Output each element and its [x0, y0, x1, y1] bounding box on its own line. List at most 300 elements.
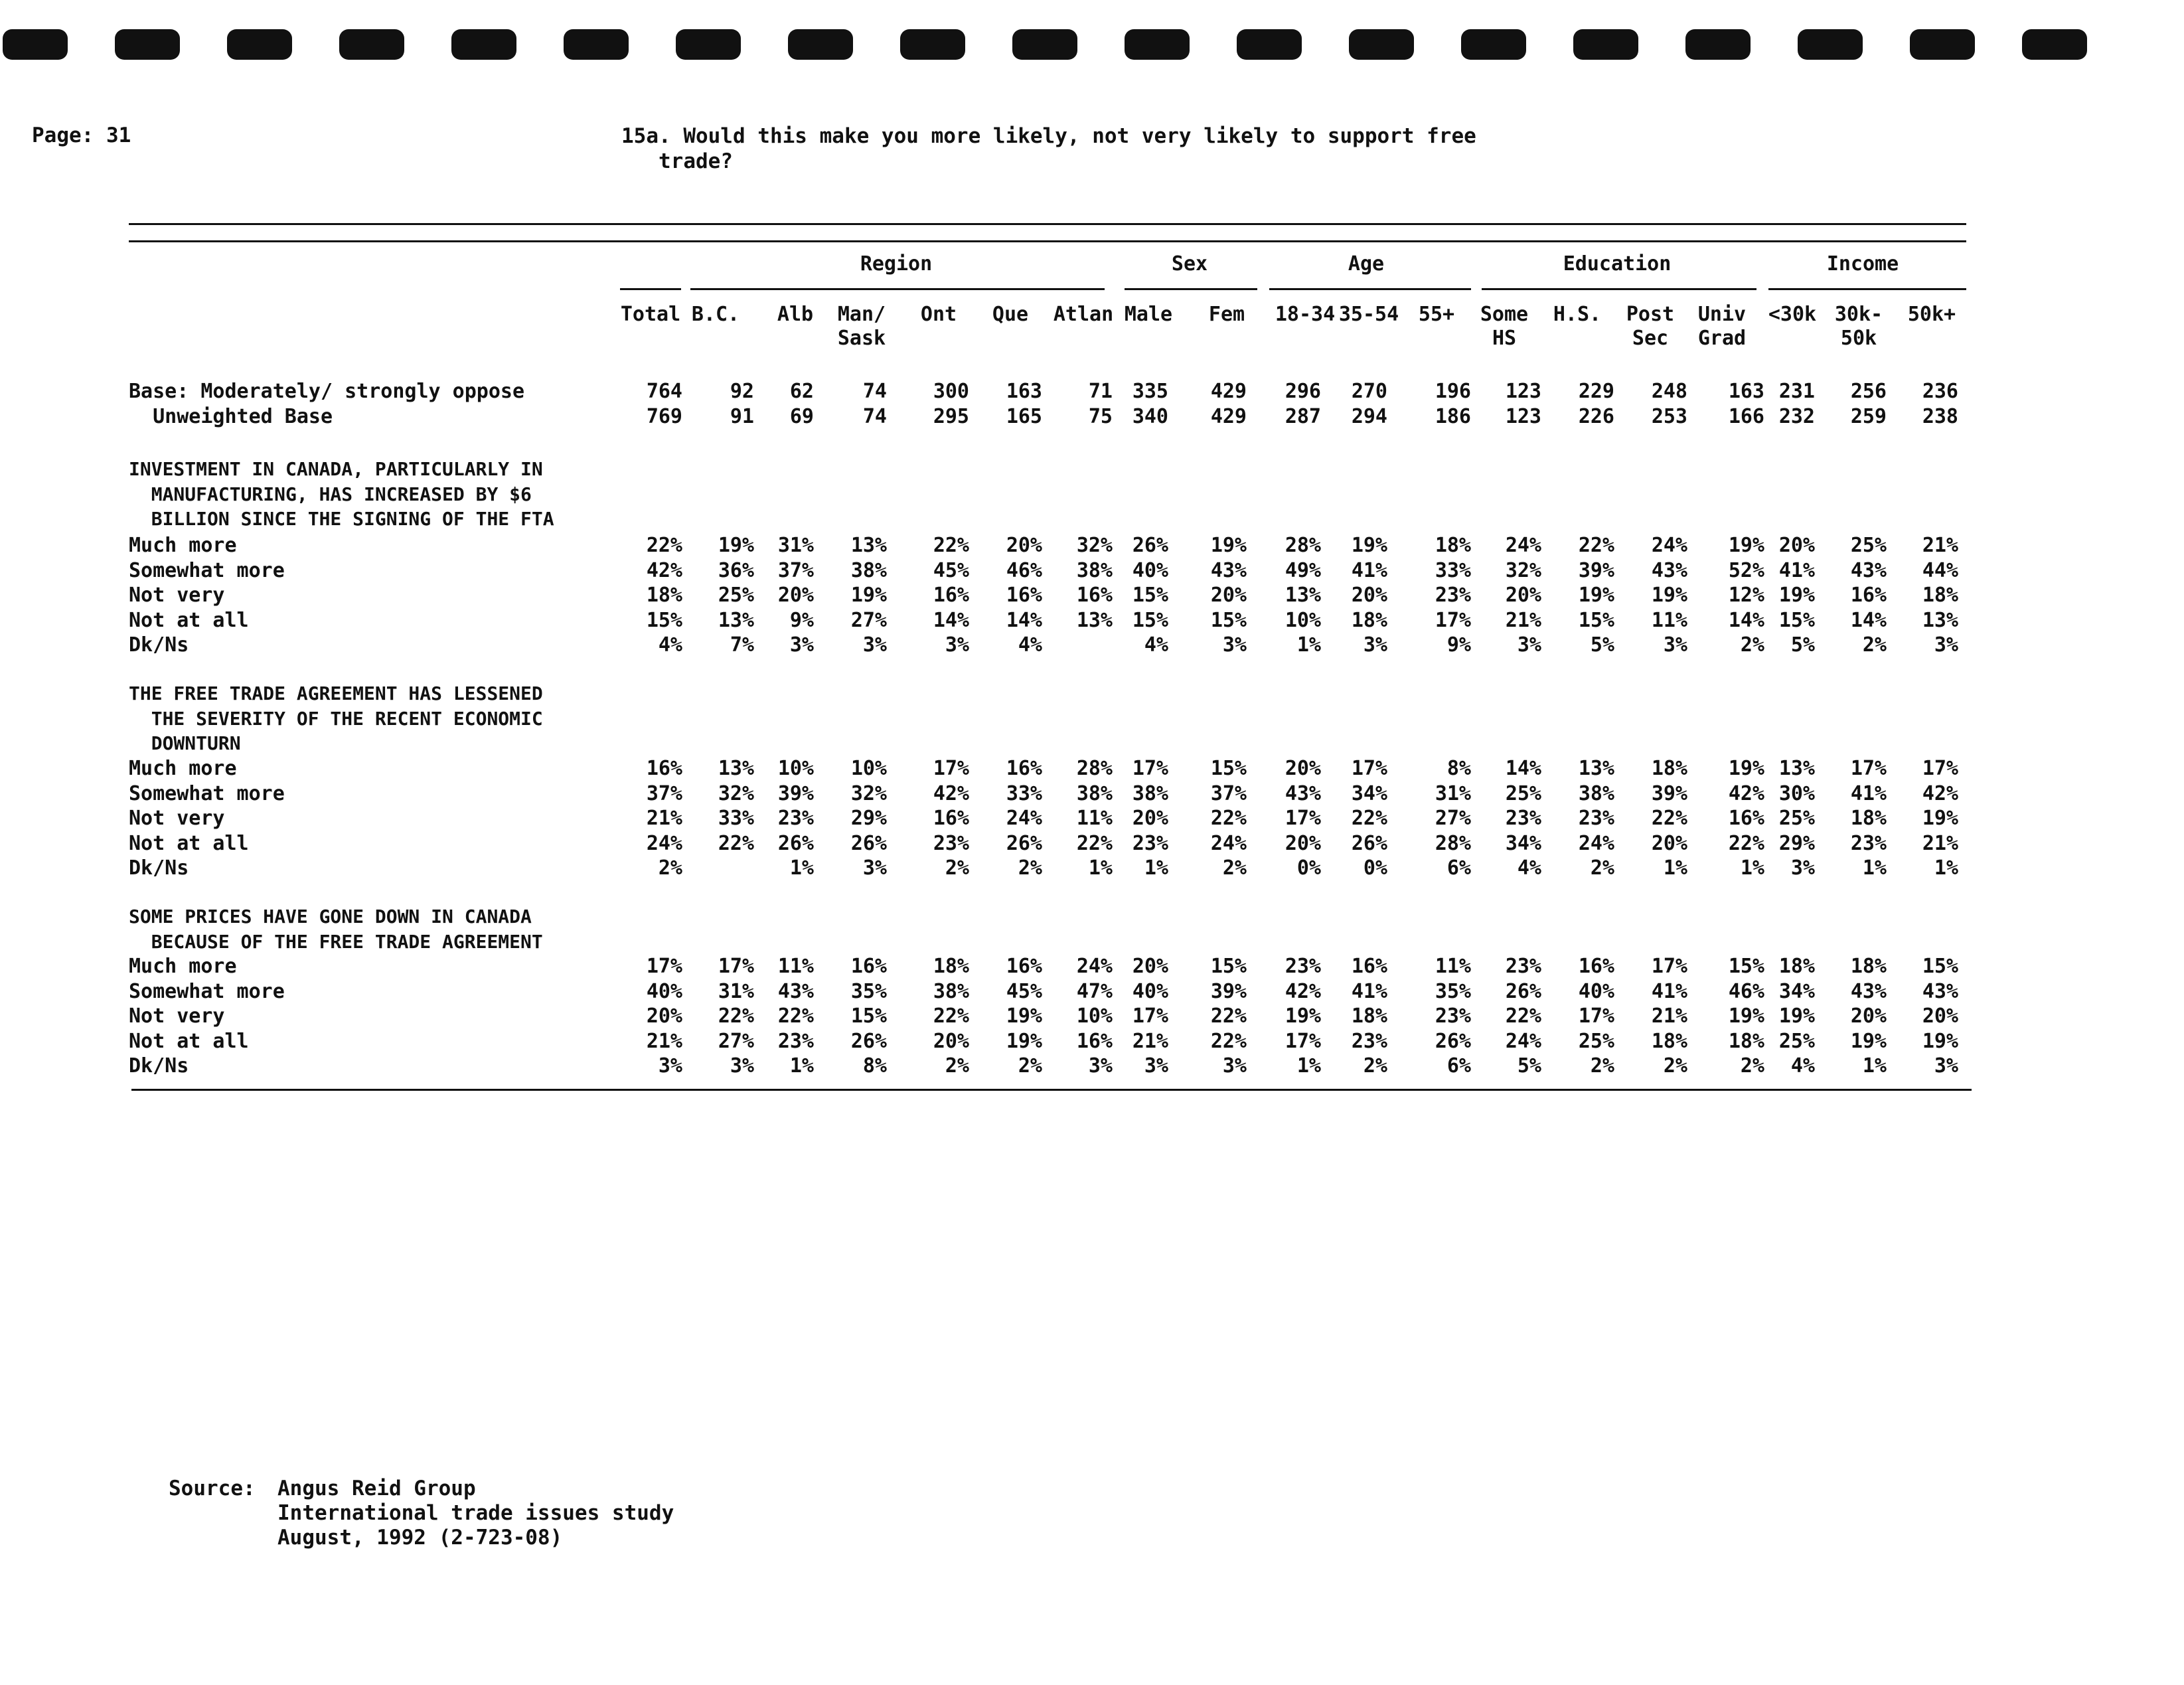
question-text: 15a. Would this make you more likely, not very likely to support free trade? [621, 124, 1476, 173]
table-cell: 3% [730, 1054, 754, 1078]
table-cell: 248 [1651, 380, 1687, 403]
punch-hole [1237, 29, 1302, 60]
table-cell: 14% [933, 608, 969, 632]
table-cell: 43% [1210, 558, 1247, 582]
punch-hole [676, 29, 741, 60]
table-cell: 40% [1132, 558, 1168, 582]
table-row-label: Much more [129, 534, 237, 557]
table-cell: 3% [789, 633, 814, 657]
unweighted-row-label: Unweighted Base [129, 405, 333, 428]
table-cell: 5% [1790, 633, 1815, 657]
table-cell: 71 [1088, 380, 1113, 403]
table-cell: 23% [1132, 831, 1168, 855]
table-cell: 27% [718, 1029, 754, 1053]
table-cell: 259 [1850, 405, 1887, 428]
table-cell: 20% [1351, 584, 1387, 607]
table-cell: 39% [1651, 781, 1687, 805]
column-header: Post Sec [1626, 303, 1675, 350]
table-cell: 1% [1740, 856, 1764, 880]
table-cell: 3% [1222, 1054, 1247, 1078]
base-row-label: Base: Moderately/ strongly oppose [129, 380, 525, 403]
table-cell: 23% [1505, 955, 1541, 978]
table-cell: 18% [1351, 608, 1387, 632]
table-cell: 1% [1088, 856, 1113, 880]
table-cell: 34% [1778, 979, 1815, 1003]
column-header: Alb [777, 303, 814, 326]
group-header: Region [860, 252, 933, 276]
punch-hole [1125, 29, 1190, 60]
table-cell: 19% [1210, 534, 1247, 557]
table-cell: 22% [933, 1004, 969, 1028]
table-cell: 21% [646, 1029, 682, 1053]
table-cell: 10% [850, 757, 887, 780]
table-cell: 42% [1922, 781, 1958, 805]
table-cell: 18% [1922, 584, 1958, 607]
table-cell: 38% [1132, 781, 1168, 805]
table-cell: 19% [718, 534, 754, 557]
table-cell: 26% [850, 831, 887, 855]
table-cell: 165 [1006, 405, 1042, 428]
table-cell: 9% [1446, 633, 1471, 657]
table-cell: 3% [1934, 1054, 1958, 1078]
punch-hole [339, 29, 404, 60]
table-cell: 41% [1778, 558, 1815, 582]
table-cell: 17% [718, 955, 754, 978]
table-cell: 26% [1505, 979, 1541, 1003]
table-cell: 18% [1651, 1029, 1687, 1053]
table-cell: 25% [1578, 1029, 1614, 1053]
table-cell: 14% [1850, 608, 1887, 632]
table-cell: 19% [1006, 1004, 1042, 1028]
table-row-label: Dk/Ns [129, 856, 189, 880]
table-cell: 3% [1663, 633, 1687, 657]
table-cell: 23% [777, 807, 814, 830]
table-cell: 19% [1922, 807, 1958, 830]
table-cell: 163 [1006, 380, 1042, 403]
table-cell: 75 [1088, 405, 1113, 428]
table-cell: 18% [933, 955, 969, 978]
punch-hole [1910, 29, 1975, 60]
table-cell: 196 [1435, 380, 1471, 403]
table-cell: 15% [1210, 757, 1247, 780]
table-cell: 296 [1285, 380, 1321, 403]
table-cell: 42% [933, 781, 969, 805]
table-cell: 26% [1435, 1029, 1471, 1053]
table-cell: 13% [1578, 757, 1614, 780]
column-header: Que [992, 303, 1029, 326]
table-cell: 27% [850, 608, 887, 632]
table-cell: 270 [1351, 380, 1387, 403]
table-cell: 43% [1850, 979, 1887, 1003]
table-cell: 13% [850, 534, 887, 557]
group-underline [1269, 288, 1471, 290]
table-cell: 28% [1285, 534, 1321, 557]
table-cell: 340 [1132, 405, 1168, 428]
table-row-label: Somewhat more [129, 558, 285, 582]
table-cell: 26% [1351, 831, 1387, 855]
table-cell: 11% [1651, 608, 1687, 632]
table-cell: 21% [1922, 534, 1958, 557]
table-cell: 16% [1006, 955, 1042, 978]
table-cell: 26% [1132, 534, 1168, 557]
group-header: Education [1563, 252, 1672, 276]
table-cell: 41% [1850, 781, 1887, 805]
table-cell: 23% [1850, 831, 1887, 855]
table-cell: 3% [1790, 856, 1815, 880]
table-cell: 45% [1006, 979, 1042, 1003]
table-cell: 13% [718, 608, 754, 632]
table-cell: 39% [1578, 558, 1614, 582]
table-cell: 2% [1018, 856, 1042, 880]
punch-hole [788, 29, 853, 60]
column-header: Univ Grad [1697, 303, 1747, 350]
table-cell: 18% [1651, 757, 1687, 780]
table-cell: 20% [1651, 831, 1687, 855]
table-cell: 16% [933, 584, 969, 607]
table-cell: 10% [1076, 1004, 1113, 1028]
table-cell: 28% [1435, 831, 1471, 855]
table-cell: 4% [1018, 633, 1042, 657]
table-cell: 43% [1922, 979, 1958, 1003]
table-cell: 7% [730, 633, 754, 657]
table-cell: 19% [1850, 1029, 1887, 1053]
table-cell: 14% [1006, 608, 1042, 632]
table-cell: 21% [646, 807, 682, 830]
table-cell: 15% [1210, 608, 1247, 632]
table-cell: 1% [1934, 856, 1958, 880]
column-header: Some HS [1480, 303, 1529, 350]
table-cell: 2% [658, 856, 682, 880]
table-cell: 36% [718, 558, 754, 582]
table-cell: 236 [1922, 380, 1958, 403]
table-cell: 23% [1435, 584, 1471, 607]
table-cell: 18% [1435, 534, 1471, 557]
table-cell: 24% [1076, 955, 1113, 978]
table-cell: 42% [1285, 979, 1321, 1003]
table-cell: 5% [1517, 1054, 1541, 1078]
table-cell: 13% [718, 757, 754, 780]
table-cell: 3% [862, 633, 887, 657]
punch-hole [1012, 29, 1077, 60]
table-cell: 13% [1076, 608, 1113, 632]
table-cell: 11% [1435, 955, 1471, 978]
table-cell: 38% [933, 979, 969, 1003]
table-cell: 1% [1862, 1054, 1887, 1078]
table-row-label: Not at all [129, 1029, 249, 1053]
table-cell: 24% [1210, 831, 1247, 855]
table-cell: 74 [862, 380, 887, 403]
table-cell: 23% [777, 1029, 814, 1053]
table-cell: 46% [1006, 558, 1042, 582]
table-cell: 24% [1578, 831, 1614, 855]
table-cell: 17% [1285, 807, 1321, 830]
table-cell: 429 [1210, 380, 1247, 403]
table-cell: 46% [1728, 979, 1764, 1003]
table-cell: 3% [1934, 633, 1958, 657]
table-cell: 28% [1076, 757, 1113, 780]
punch-hole [2022, 29, 2087, 60]
table-cell: 16% [1006, 584, 1042, 607]
table-cell: 19% [1578, 584, 1614, 607]
table-cell: 19% [1351, 534, 1387, 557]
table-cell: 2% [1222, 856, 1247, 880]
table-cell: 231 [1778, 380, 1815, 403]
table-cell: 22% [1210, 1004, 1247, 1028]
table-cell: 45% [933, 558, 969, 582]
table-cell: 335 [1132, 380, 1168, 403]
table-row-label: Dk/Ns [129, 633, 189, 657]
table-cell: 18% [1850, 955, 1887, 978]
table-cell: 238 [1922, 405, 1958, 428]
table-cell: 20% [1850, 1004, 1887, 1028]
table-cell: 24% [1505, 534, 1541, 557]
table-row-label: Not very [129, 807, 225, 830]
table-cell: 6% [1446, 1054, 1471, 1078]
table-cell: 19% [1778, 1004, 1815, 1028]
table-cell: 15% [1922, 955, 1958, 978]
table-cell: 186 [1435, 405, 1471, 428]
table-cell: 92 [730, 380, 754, 403]
table-cell: 11% [777, 955, 814, 978]
source-label: Source: [169, 1477, 256, 1500]
table-cell: 17% [1132, 757, 1168, 780]
table-cell: 24% [646, 831, 682, 855]
table-cell: 10% [777, 757, 814, 780]
table-cell: 74 [862, 405, 887, 428]
table-cell: 29% [1778, 831, 1815, 855]
table-cell: 226 [1578, 405, 1614, 428]
table-cell: 38% [1076, 558, 1113, 582]
table-cell: 232 [1778, 405, 1815, 428]
table-row-label: Not at all [129, 608, 249, 632]
table-cell: 22% [1505, 1004, 1541, 1028]
table-cell: 18% [1728, 1029, 1764, 1053]
table-cell: 2% [1740, 633, 1764, 657]
punch-hole [227, 29, 292, 60]
punch-hole [1685, 29, 1751, 60]
table-cell: 20% [1285, 757, 1321, 780]
table-cell: 69 [789, 405, 814, 428]
table-cell: 33% [718, 807, 754, 830]
table-cell: 1% [1862, 856, 1887, 880]
table-cell: 22% [1210, 1029, 1247, 1053]
table-cell: 23% [933, 831, 969, 855]
section-title: THE FREE TRADE AGREEMENT HAS LESSENED THE SEVERITY OF THE RECENT ECONOMIC DOWNTURN [129, 682, 543, 754]
page-number: Page: 31 [32, 123, 131, 147]
table-cell: 22% [646, 534, 682, 557]
table-cell: 16% [850, 955, 887, 978]
table-cell: 42% [1728, 781, 1764, 805]
table-cell: 22% [1076, 831, 1113, 855]
table-cell: 21% [1505, 608, 1541, 632]
table-cell: 17% [1651, 955, 1687, 978]
table-row-label: Not at all [129, 831, 249, 855]
top-rule-2 [129, 240, 1966, 242]
punch-hole [564, 29, 629, 60]
table-cell: 41% [1351, 979, 1387, 1003]
table-cell: 253 [1651, 405, 1687, 428]
table-cell: 13% [1285, 584, 1321, 607]
table-cell: 166 [1728, 405, 1764, 428]
table-cell: 23% [1351, 1029, 1387, 1053]
group-header: Age [1348, 252, 1385, 276]
top-rule-1 [129, 223, 1966, 225]
table-cell: 20% [1505, 584, 1541, 607]
table-cell: 4% [1144, 633, 1168, 657]
total-underline [620, 288, 681, 290]
table-cell: 12% [1728, 584, 1764, 607]
table-cell: 43% [1850, 558, 1887, 582]
table-cell: 2% [1862, 633, 1887, 657]
table-cell: 19% [1651, 584, 1687, 607]
table-cell: 43% [1651, 558, 1687, 582]
table-cell: 44% [1922, 558, 1958, 582]
table-cell: 0% [1363, 856, 1387, 880]
table-cell: 41% [1651, 979, 1687, 1003]
table-cell: 33% [1006, 781, 1042, 805]
table-cell: 20% [1210, 584, 1247, 607]
column-header: B.C. [691, 303, 740, 326]
table-cell: 16% [1006, 757, 1042, 780]
column-header: 35-54 [1338, 303, 1399, 326]
table-cell: 163 [1728, 380, 1764, 403]
table-cell: 32% [718, 781, 754, 805]
column-header: Fem [1208, 303, 1245, 326]
table-cell: 22% [1578, 534, 1614, 557]
table-cell: 39% [777, 781, 814, 805]
table-cell: 8% [862, 1054, 887, 1078]
table-cell: 19% [1922, 1029, 1958, 1053]
column-header: 50k+ [1907, 303, 1956, 326]
table-cell: 15% [850, 1004, 887, 1028]
table-cell: 49% [1285, 558, 1321, 582]
table-cell: 4% [1790, 1054, 1815, 1078]
punch-hole-strip [0, 29, 2184, 62]
table-cell: 256 [1850, 380, 1887, 403]
table-cell: 3% [1088, 1054, 1113, 1078]
table-cell: 4% [658, 633, 682, 657]
table-row-label: Somewhat more [129, 979, 285, 1003]
column-header: Total [620, 303, 681, 326]
source-lines: Angus Reid Group International trade issues study August, 1992 (2-723-08) [277, 1477, 674, 1550]
column-header: <30k [1768, 303, 1817, 326]
table-cell: 13% [1922, 608, 1958, 632]
group-underline [1482, 288, 1756, 290]
table-cell: 62 [789, 380, 814, 403]
table-cell: 18% [1778, 955, 1815, 978]
table-cell: 38% [1578, 781, 1614, 805]
table-cell: 3% [1363, 633, 1387, 657]
table-cell: 11% [1076, 807, 1113, 830]
table-cell: 37% [646, 781, 682, 805]
table-cell: 38% [850, 558, 887, 582]
table-cell: 769 [646, 405, 682, 428]
table-cell: 15% [646, 608, 682, 632]
table-cell: 287 [1285, 405, 1321, 428]
table-cell: 41% [1351, 558, 1387, 582]
table-cell: 21% [1651, 1004, 1687, 1028]
table-cell: 14% [1728, 608, 1764, 632]
table-cell: 1% [1144, 856, 1168, 880]
table-cell: 300 [933, 380, 969, 403]
table-cell: 25% [718, 584, 754, 607]
table-cell: 17% [1578, 1004, 1614, 1028]
table-cell: 23% [1578, 807, 1614, 830]
table-cell: 2% [1590, 856, 1614, 880]
table-cell: 9% [789, 608, 814, 632]
table-row-label: Not very [129, 1004, 225, 1028]
table-cell: 764 [646, 380, 682, 403]
column-header: 55+ [1418, 303, 1455, 326]
table-cell: 19% [1006, 1029, 1042, 1053]
table-cell: 26% [777, 831, 814, 855]
table-cell: 35% [1435, 979, 1471, 1003]
table-cell: 1% [789, 856, 814, 880]
table-cell: 31% [1435, 781, 1471, 805]
table-cell: 17% [1285, 1029, 1321, 1053]
table-cell: 18% [1850, 807, 1887, 830]
table-cell: 25% [1778, 807, 1815, 830]
punch-hole [1349, 29, 1414, 60]
table-cell: 32% [1505, 558, 1541, 582]
bottom-rule [131, 1089, 1972, 1091]
table-cell: 8% [1446, 757, 1471, 780]
table-cell: 37% [777, 558, 814, 582]
table-cell: 19% [1285, 1004, 1321, 1028]
table-cell: 15% [1578, 608, 1614, 632]
table-cell: 22% [1210, 807, 1247, 830]
table-cell: 31% [718, 979, 754, 1003]
table-row-label: Much more [129, 757, 237, 780]
table-cell: 23% [1505, 807, 1541, 830]
table-cell: 43% [777, 979, 814, 1003]
column-header: Ont [920, 303, 957, 326]
table-cell: 33% [1435, 558, 1471, 582]
table-cell: 22% [933, 534, 969, 557]
table-row-label: Somewhat more [129, 781, 285, 805]
table-cell: 16% [1850, 584, 1887, 607]
table-cell: 13% [1778, 757, 1815, 780]
table-cell: 30% [1778, 781, 1815, 805]
table-cell: 2% [1590, 1054, 1614, 1078]
table-cell: 6% [1446, 856, 1471, 880]
table-cell: 91 [730, 405, 754, 428]
table-cell: 16% [1578, 955, 1614, 978]
table-cell: 2% [945, 1054, 969, 1078]
table-cell: 123 [1505, 380, 1541, 403]
table-cell: 42% [646, 558, 682, 582]
column-header: H.S. [1553, 303, 1602, 326]
table-cell: 295 [933, 405, 969, 428]
punch-hole [1461, 29, 1526, 60]
table-cell: 16% [1076, 1029, 1113, 1053]
table-cell: 3% [945, 633, 969, 657]
table-cell: 18% [1351, 1004, 1387, 1028]
table-cell: 25% [1505, 781, 1541, 805]
table-cell: 43% [1285, 781, 1321, 805]
table-cell: 16% [933, 807, 969, 830]
punch-hole [900, 29, 965, 60]
table-cell: 16% [1728, 807, 1764, 830]
table-cell: 429 [1210, 405, 1247, 428]
table-cell: 37% [1210, 781, 1247, 805]
table-cell: 20% [1285, 831, 1321, 855]
table-cell: 25% [1778, 1029, 1815, 1053]
table-cell: 47% [1076, 979, 1113, 1003]
table-cell: 2% [1363, 1054, 1387, 1078]
group-header: Sex [1171, 252, 1208, 276]
table-cell: 3% [1144, 1054, 1168, 1078]
